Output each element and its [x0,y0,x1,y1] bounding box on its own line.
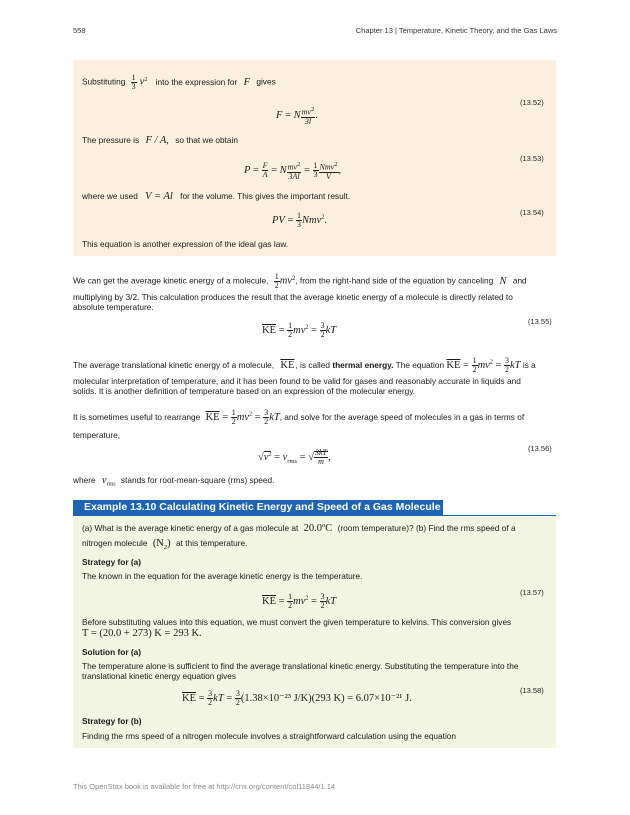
body-paragraph-2: The average translational kinetic energy of a molecule, $\overline{KE}$, is called thermal energy. The equation $\overline{KE}$ = $\frac{1}{2}$ $mv^2$ = $\frac{3}{2}$ kT is a [73,356,536,374]
body-paragraph-3-line2: temperature, [73,430,121,440]
body-paragraph-1: We can get the average kinetic energy of a molecule, $\frac{1}{2}$ $mv^2$, from the right-hand side of the equation by canceling N and [73,272,527,290]
solution-a-text2: translational kinetic energy equation gives [82,671,237,681]
example-question-line2: nitrogen molecule $(N_2)$ at this temperature. [82,538,248,552]
box-paragraph-2: The pressure is F / A, so that we obtain [82,135,238,146]
eq-number-13-56: (13.56) [528,444,552,453]
box-paragraph-4: This equation is another expression of the ideal gas law. [82,239,289,249]
convert-expression: T = (20.0 + 273) K = 293 K. [82,628,202,639]
solution-a-heading: Solution for (a) [82,647,141,657]
body-paragraph-4: where $v_{rms}$ stands for root-mean-square (rms) speed. [73,475,275,488]
body-paragraph-1-line2: multiplying by 3/2. This calculation produces the result that the average kinetic energy of a molecule is directly related to [73,292,513,302]
equation-13-55: $\overline{KE}$ = $\frac{1}{2}$ $mv^2$ = $\frac{3}{2}$ kT [262,321,337,339]
chapter-title: Chapter 13 | Temperature, Kinetic Theory, and the Gas Laws [355,26,557,35]
box-paragraph-1: Substituting $\frac{1}{3}$ $v^2$ into the expression for F gives [82,73,276,91]
page-number: 558 [73,26,86,35]
eq-number-13-52: (13.52) [520,98,544,107]
body-paragraph-3: It is sometimes useful to rearrange $\overline{KE}$ = $\frac{1}{2}$ $mv^2$ = $\frac{3}{2}$ kT, and solve for the average speed of molecules in a gas in terms of [73,408,525,426]
strategy-a-text: The known in the equation for the average kinetic energy is the temperature. [82,571,363,581]
strategy-b-text: Finding the rms speed of a nitrogen molecule involves a straightforward calculation using the equation [82,731,457,741]
eq-number-13-57: (13.57) [520,588,544,597]
body-paragraph-2-line3: solids. It is another definition of temperature based on an expression of the molecular energy. [73,386,416,396]
equation-13-53: P = $\frac{F}{A}$ = N $\frac{mv^2}{3Al}$ = $\frac{1}{3}$ $\frac{Nmv^2}{V}$ , [244,161,342,181]
body-paragraph-2-line2: molecular interpretation of temperature, and it has been found to be valid for gases and reasonably accurate in liquids and [73,376,521,386]
footer-text: This OpenStax book is available for free at http://cnx.org/content/col11844/1.14 [73,782,336,791]
body-paragraph-1-line3: absolute temperature. [73,302,154,312]
equation-13-52: F = N $\frac{mv^2}{3l}$ . [276,106,318,126]
eq-number-13-58: (13.58) [520,686,544,695]
eq-number-13-54: (13.54) [520,208,544,217]
box-paragraph-3: where we used V = Al for the volume. This gives the important result. [82,191,351,202]
strategy-a-heading: Strategy for (a) [82,557,142,567]
strategy-b-heading: Strategy for (b) [82,716,142,726]
solution-a-text1: The temperature alone is sufficient to find the average translational kinetic energy. Substituting the temperature into the [82,661,519,671]
convert-text: Before substituting values into this equation, we must convert the given temperature to kelvins. This conversion gives [82,617,512,627]
example-question: (a) What is the average kinetic energy of a gas molecule at 20.0ºC (room temperature)? (b) Find the rms speed of a [82,523,516,534]
equation-13-58: $\overline{KE}$ = $\frac{3}{2}$ kT = $\frac{3}{2}$ (1.38×10⁻²³ J/K)(293 K) = 6.07×10⁻²¹ J. [182,689,412,707]
eq-number-13-53: (13.53) [520,154,544,163]
equation-13-56: $√v^2 = v_{rms}$ = √ $\frac{3kT}{m}$ , [258,448,331,466]
eq-number-13-55: (13.55) [528,317,552,326]
equation-13-57: $\overline{KE}$ = $\frac{1}{2}$ $mv^2$ = $\frac{3}{2}$ kT [262,592,337,610]
example-title: Example 13.10 Calculating Kinetic Energy and Speed of a Gas Molecule [84,501,441,513]
equation-13-54: PV = $\frac{1}{3}$ Nmv$^2$. [272,211,327,229]
